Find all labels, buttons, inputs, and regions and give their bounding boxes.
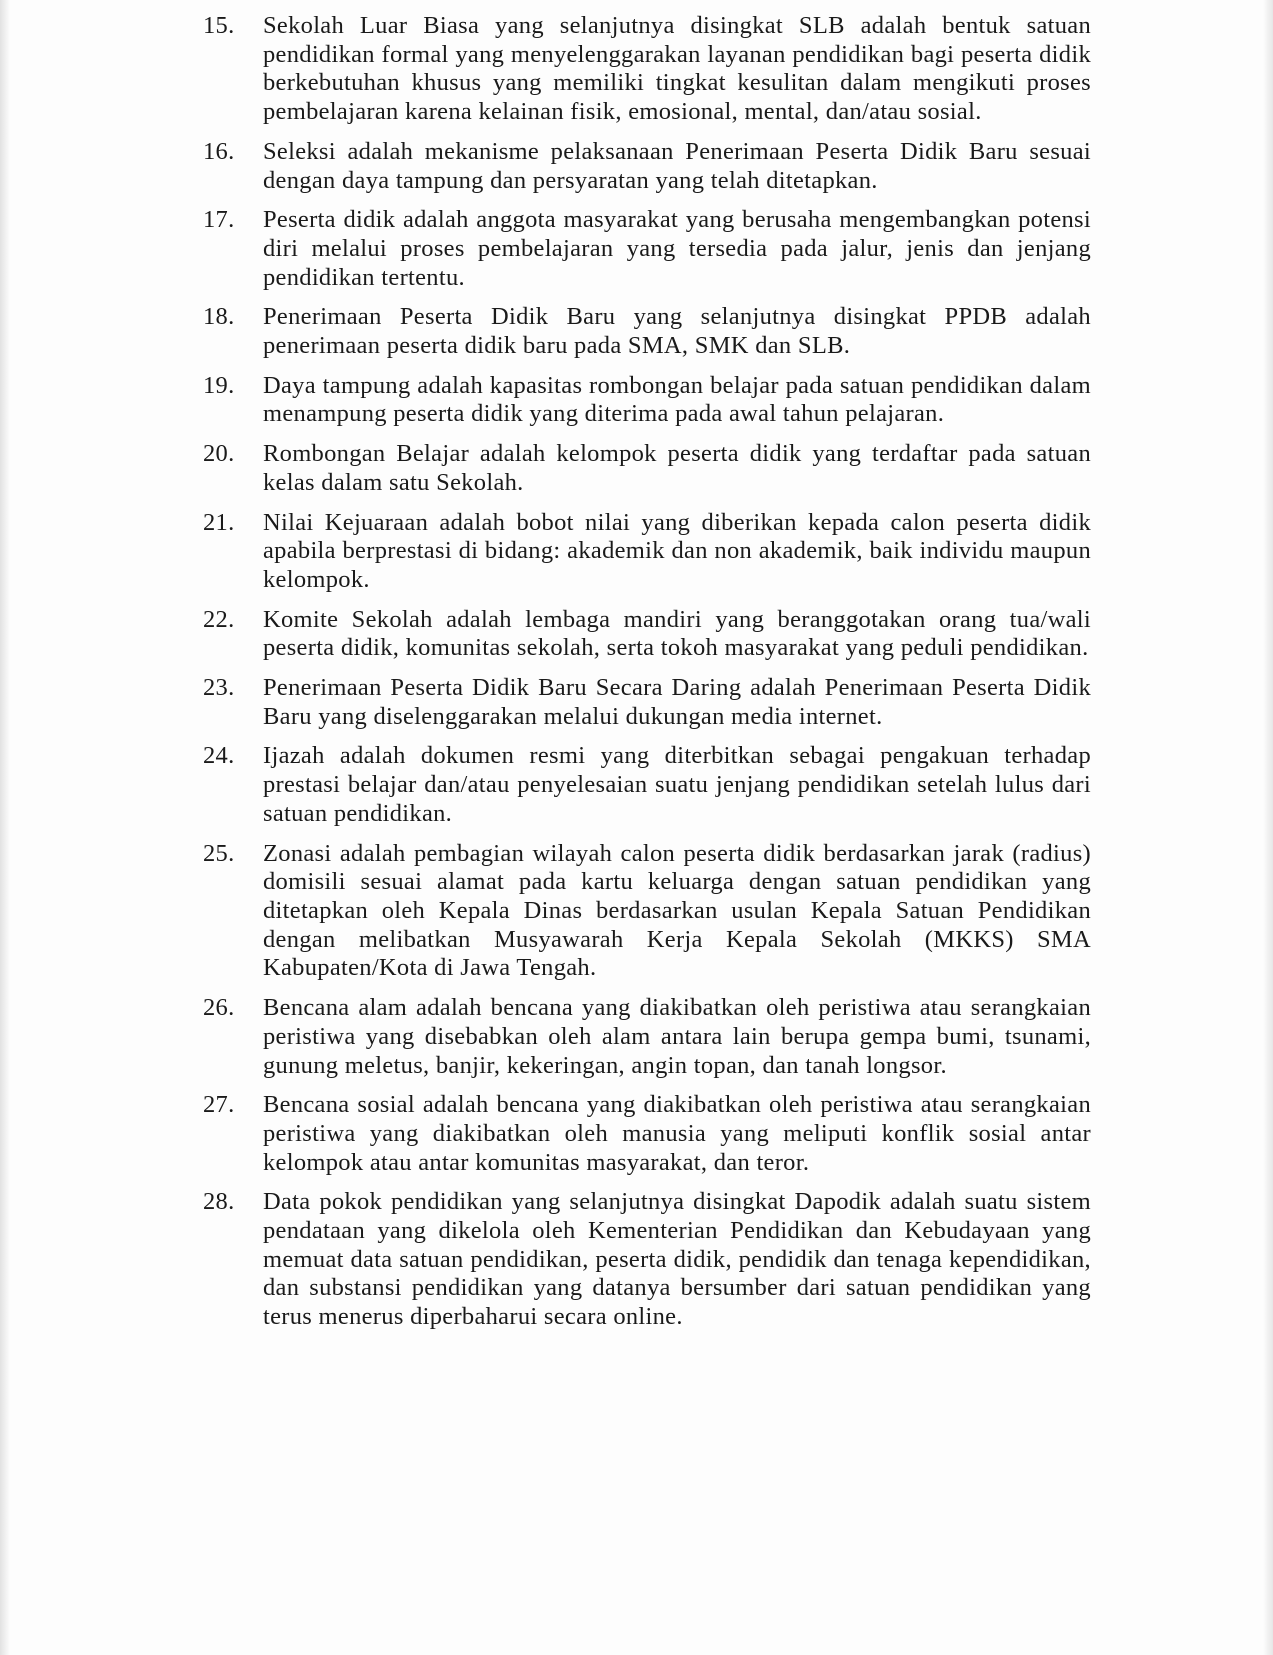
item-text: Penerimaan Peserta Didik Baru yang selanjutnya disingkat PPDB adalah penerimaan peserta didik baru pada SMA, SMK dan SLB.	[263, 303, 1091, 360]
item-number: 20.	[203, 440, 235, 468]
item-text: Peserta didik adalah anggota masyarakat yang berusaha mengembangkan potensi diri melalui proses pembelajaran yang tersedia pada jalur, jenis dan jenjang pendidikan tertentu.	[263, 206, 1091, 291]
item-text: Sekolah Luar Biasa yang selanjutnya disingkat SLB adalah bentuk satuan pendidikan formal yang menyelenggarakan layanan pendidikan bagi peserta didik berkebutuhan khusus yang memiliki tingkat kesulitan dalam mengikuti proses pembelajaran karena kelainan fisik, emosional, mental, dan/atau sosial.	[263, 12, 1091, 126]
item-text: Nilai Kejuaraan adalah bobot nilai yang diberikan kepada calon peserta didik apabila berprestasi di bidang: akademik dan non akademik, baik individu maupun kelompok.	[263, 508, 1091, 593]
item-number: 18.	[203, 303, 235, 331]
item-number: 16.	[203, 137, 235, 165]
item-number: 17.	[203, 206, 235, 234]
item-text: Komite Sekolah adalah lembaga mandiri yang beranggotakan orang tua/wali peserta didik, komunitas sekolah, serta tokoh masyarakat yang peduli pendidikan.	[263, 605, 1091, 662]
list-item-27	[203, 1091, 1091, 1177]
list-item-26	[203, 994, 1091, 1080]
item-number: 21.	[203, 508, 235, 536]
list-item-19	[203, 372, 1091, 429]
item-number: 26.	[203, 994, 235, 1022]
item-text: Bencana alam adalah bencana yang diakibatkan oleh peristiwa atau serangkaian peristiwa yang disebabkan oleh alam antara lain berupa gempa bumi, tsunami, gunung meletus, banjir, kekeringan, angin topan, dan tanah longsor.	[263, 994, 1091, 1079]
item-text: Seleksi adalah mekanisme pelaksanaan Penerimaan Peserta Didik Baru sesuai dengan daya tampung dan persyaratan yang telah ditetapkan.	[263, 137, 1091, 194]
item-number: 24.	[203, 742, 235, 770]
page-edge-left	[0, 0, 10, 1655]
list-item-23	[203, 674, 1091, 731]
definition-list	[203, 12, 1091, 1332]
item-text: Ijazah adalah dokumen resmi yang diterbitkan sebagai pengakuan terhadap prestasi belajar dan/atau penyelesaian suatu jenjang pendidikan setelah lulus dari satuan pendidikan.	[263, 742, 1091, 827]
list-item-22	[203, 606, 1091, 663]
item-number: 27.	[203, 1091, 235, 1119]
list-item-25	[203, 840, 1091, 984]
list-item-28	[203, 1188, 1091, 1332]
item-number: 25.	[203, 839, 235, 867]
item-text: Rombongan Belajar adalah kelompok peserta didik yang terdaftar pada satuan kelas dalam satu Sekolah.	[263, 440, 1091, 496]
item-number: 23.	[203, 674, 235, 702]
list-item-24	[203, 742, 1091, 828]
list-item-15	[203, 12, 1091, 127]
item-text: Daya tampung adalah kapasitas rombongan belajar pada satuan pendidikan dalam menampung peserta didik yang diterima pada awal tahun pelajaran.	[263, 371, 1091, 428]
page-edge-right	[1263, 0, 1273, 1655]
list-item-16	[203, 138, 1091, 195]
item-text: Penerimaan Peserta Didik Baru Secara Daring adalah Penerimaan Peserta Didik Baru yang diselenggarakan melalui dukungan media internet.	[263, 674, 1091, 730]
item-text: Bencana sosial adalah bencana yang diakibatkan oleh peristiwa atau serangkaian peristiwa yang diakibatkan oleh manusia yang meliputi konflik sosial antar kelompok atau antar komunitas masyarakat, dan teror.	[263, 1091, 1091, 1176]
item-number: 15.	[203, 12, 235, 39]
list-item-20	[203, 440, 1091, 497]
item-number: 19.	[203, 371, 235, 399]
list-item-18	[203, 303, 1091, 360]
item-number: 28.	[203, 1188, 235, 1216]
list-item-17	[203, 206, 1091, 292]
item-text: Zonasi adalah pembagian wilayah calon peserta didik berdasarkan jarak (radius) domisili sesuai alamat pada kartu keluarga dengan satuan pendidikan yang ditetapkan oleh Kepala Dinas berdasarkan usulan Kepala Satuan Pendidikan dengan melibatkan Musyawarah Kerja Kepala Sekolah (MKKS) SMA Kabupaten/Kota di Jawa Tengah.	[263, 839, 1091, 982]
list-item-21	[203, 509, 1091, 595]
item-number: 22.	[203, 605, 235, 633]
item-text: Data pokok pendidikan yang selanjutnya disingkat Dapodik adalah suatu sistem pendataan yang dikelola oleh Kementerian Pendidikan dan Kebudayaan yang memuat data satuan pendidikan, peserta didik, pendidik dan tenaga kependidikan, dan substansi pendidikan yang datanya bersumber dari satuan pendidikan yang terus menerus diperbaharui secara online.	[263, 1188, 1091, 1331]
